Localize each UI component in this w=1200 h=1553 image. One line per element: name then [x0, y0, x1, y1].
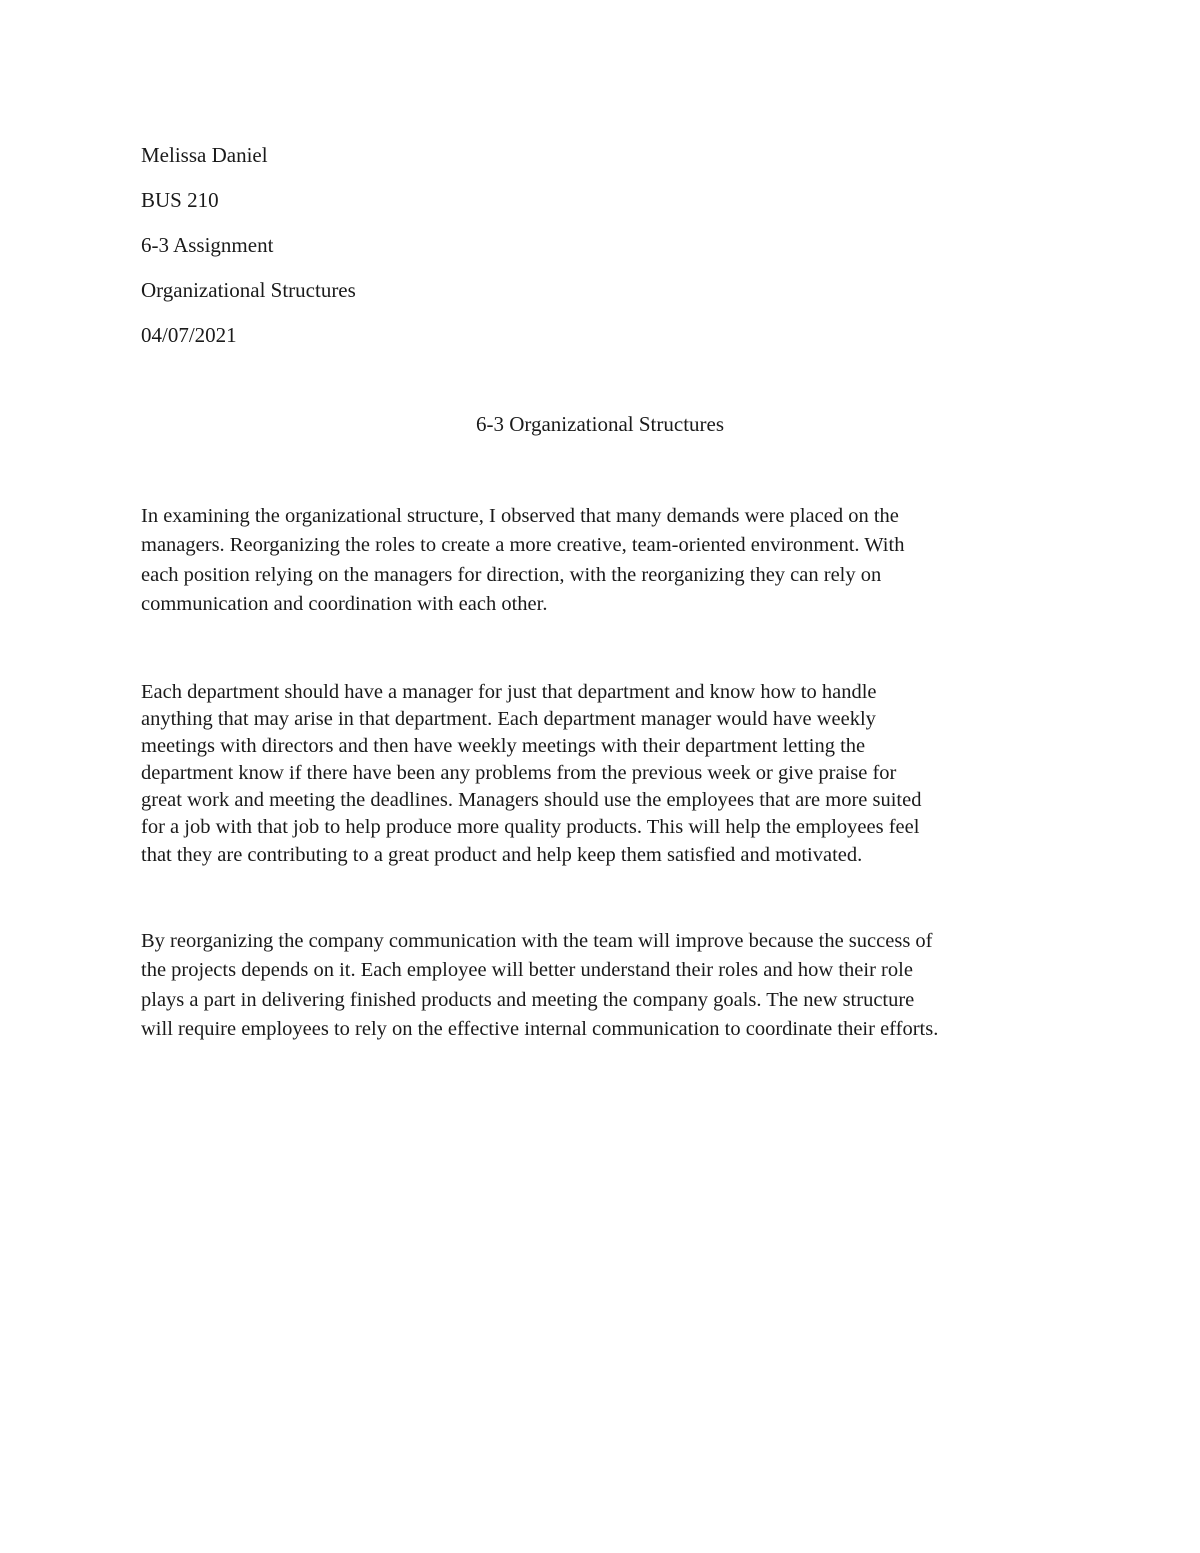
document-title: 6-3 Organizational Structures: [475, 412, 725, 436]
paragraph-line: Each department should have a manager for just that department and know how to handle: [141, 681, 877, 703]
header-block: [141, 142, 841, 367]
paragraph-line: the projects depends on it. Each employee will better understand their roles and how their role: [141, 959, 913, 982]
paragraph-line: By reorganizing the company communication with the team will improve because the success of: [141, 930, 933, 952]
paragraph-line: department know if there have been any problems from the previous week or give praise for: [141, 762, 897, 785]
paragraph-line: In examining the organizational structure, I observed that many demands were placed on the: [141, 505, 899, 527]
paragraph-line: meetings with directors and then have weekly meetings with their department letting the: [141, 735, 866, 758]
body-paragraph-2: [141, 679, 1071, 869]
paragraph-line: anything that may arise in that department. Each department manager would have weekly: [141, 708, 876, 731]
paragraph-line: great work and meeting the deadlines. Managers should use the employees that are more suited: [141, 789, 922, 812]
paragraph-line: each position relying on the managers for direction, with the reorganizing they can rely on: [141, 563, 882, 586]
submission-date: 04/07/2021: [141, 323, 237, 347]
paragraph-line: plays a part in delivering finished products and meeting the company goals. The new structure: [141, 988, 915, 1011]
assignment-label: 6-3 Assignment: [141, 233, 274, 257]
paragraph-line: will require employees to rely on the effective internal communication to coordinate their efforts.: [141, 1017, 939, 1040]
paragraph-line: communication and coordination with each other.: [141, 592, 548, 615]
author-name: Melissa Daniel: [141, 143, 268, 167]
paragraph-line: managers. Reorganizing the roles to create a more creative, team-oriented environment. With: [141, 534, 905, 557]
body-paragraph-1: [141, 502, 1071, 619]
body-paragraph-3: [141, 927, 1071, 1044]
topic-label: Organizational Structures: [141, 278, 356, 302]
course-code: BUS 210: [141, 188, 219, 212]
paragraph-line: that they are contributing to a great product and help keep them satisfied and motivated.: [141, 843, 863, 866]
paragraph-line: for a job with that job to help produce more quality products. This will help the employees feel: [141, 816, 920, 839]
